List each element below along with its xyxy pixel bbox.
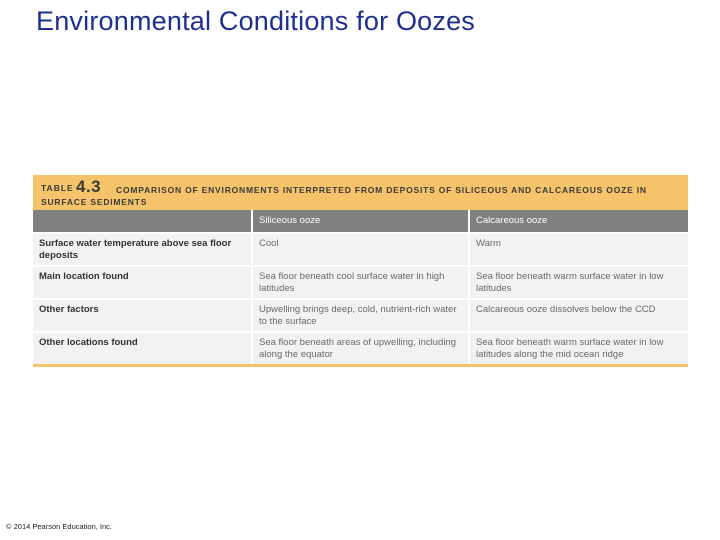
calcareous-cell: Warm (468, 234, 688, 265)
calcareous-cell: Sea floor beneath warm surface water in low latitudes (468, 267, 688, 298)
table-row (33, 331, 688, 364)
table-header (33, 175, 688, 210)
copyright-notice: © 2014 Pearson Education, Inc. (6, 522, 113, 531)
table-number: 4.3 (76, 177, 102, 196)
table-label: TABLE (41, 183, 74, 193)
column-header-siliceous: Siliceous ooze (251, 210, 468, 232)
calcareous-cell: Calcareous ooze dissolves below the CCD (468, 300, 688, 331)
calcareous-cell: Sea floor beneath warm surface water in low latitudes along the mid ocean ridge (468, 333, 688, 364)
table-row (33, 298, 688, 331)
siliceous-cell: Sea floor beneath cool surface water in high latitudes (251, 267, 468, 298)
row-label: Other locations found (39, 337, 138, 348)
row-label: Main location found (39, 271, 129, 282)
siliceous-cell: Cool (251, 234, 468, 265)
column-header-empty (33, 210, 251, 232)
table-bottom-rule (33, 364, 688, 367)
table-row (33, 265, 688, 298)
row-label: Other factors (39, 304, 99, 315)
siliceous-cell: Sea floor beneath areas of upwelling, including along the equator (251, 333, 468, 364)
table-row (33, 232, 688, 265)
slide-title: Environmental Conditions for Oozes (36, 6, 476, 36)
column-header-calcareous: Calcareous ooze (468, 210, 688, 232)
table-caption: COMPARISON OF ENVIRONMENTS INTERPRETED FROM DEPOSITS OF SILICEOUS AND CALCAREOUS OOZE IN SURFACE SEDIMENTS (41, 185, 647, 207)
row-label: Surface water temperature above sea floor deposits (39, 238, 232, 261)
siliceous-cell: Upwelling brings deep, cold, nutrient-rich water to the surface (251, 300, 468, 331)
comparison-table (33, 175, 688, 367)
column-header-row (33, 210, 688, 232)
